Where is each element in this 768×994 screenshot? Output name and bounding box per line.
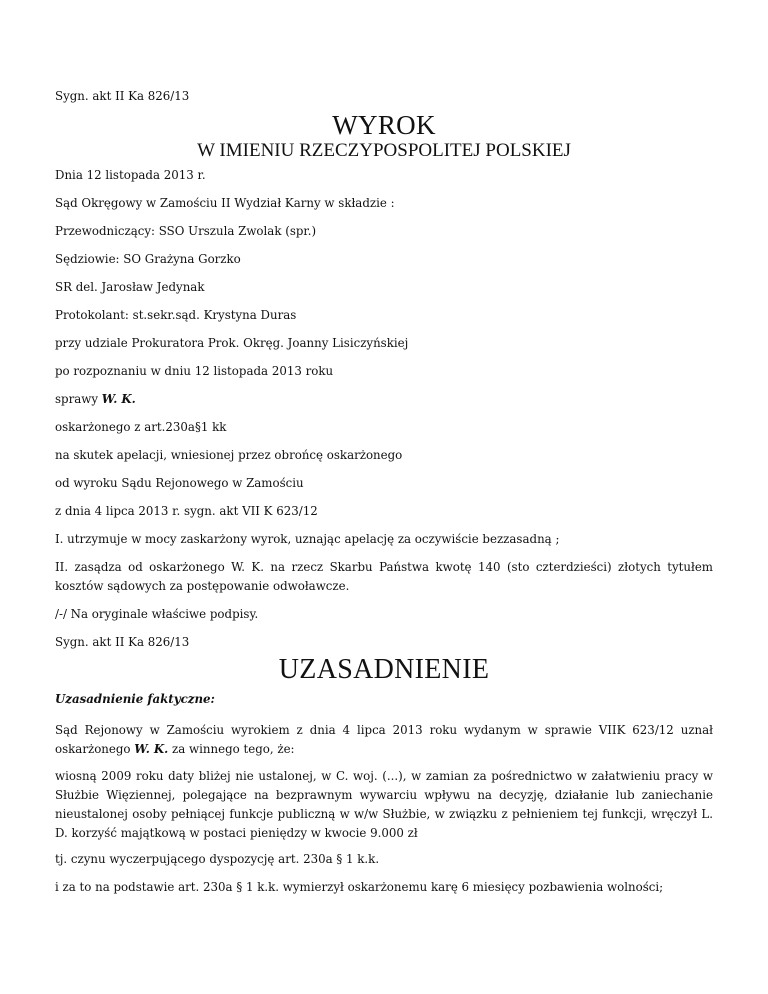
date-line: Dnia 12 listopada 2013 r.: [55, 168, 206, 182]
judge-second: SR del. Jarosław Jedynak: [55, 280, 205, 294]
hearing-line: po rozpoznaniu w dniu 12 listopada 2013 roku: [55, 364, 334, 378]
paragraph-1: [55, 721, 713, 759]
charge-line: oskarżonego z art.230a§1 kk: [55, 420, 227, 434]
judgment-title: WYROK: [332, 110, 436, 140]
ruling-point-1: I. utrzymuje w mocy zaskarżony wyrok, uznając apelację za oczywiście bezzasadną ;: [55, 532, 560, 546]
factual-heading: Uzasadnienie faktyczne:: [55, 692, 215, 706]
paragraph-3: tj. czynu wyczerpującego dyspozycję art. 230a § 1 k.k.: [55, 852, 380, 866]
paragraph-4: i za to na podstawie art. 230a § 1 k.k. wymierzył oskarżonemu karę 6 miesięcy pozbawienia wolności;: [55, 880, 664, 894]
judgment-date-line: z dnia 4 lipca 2013 r. sygn. akt VII K 623/12: [55, 504, 318, 518]
judgment-subtitle: W IMIENIU RZECZYPOSPOLITEJ POLSKIEJ: [197, 140, 571, 161]
case-line: [55, 390, 136, 409]
prosecutor-line: przy udziale Prokuratora Prok. Okręg. Joanny Lisiczyńskiej: [55, 336, 409, 350]
signatures-note: /-/ Na oryginale właściwe podpisy.: [55, 607, 259, 621]
ruling-point-2: II. zasądza od oskarżonego W. K. na rzecz Skarbu Państwa kwotę 140 (sto czterdzieści) złotych tytułem kosztów sądowych za postępowanie odwoławcze.: [55, 560, 713, 593]
paragraph-1-end: za winnego tego, że:: [168, 742, 295, 756]
justification-title: UZASADNIENIE: [278, 654, 490, 685]
clerk-line: Protokolant: st.sekr.sąd. Krystyna Duras: [55, 308, 297, 322]
appeal-line: na skutek apelacji, wniesionej przez obrońcę oskarżonego: [55, 448, 403, 462]
case-reference-bottom: Sygn. akt II Ka 826/13: [55, 635, 190, 649]
judges-line: Sędziowie: SO Grażyna Gorzko: [55, 252, 241, 266]
case-prefix: sprawy: [55, 392, 102, 406]
paragraph-1-name: W. K.: [134, 742, 169, 756]
presiding-judge: Przewodniczący: SSO Urszula Zwolak (spr.): [55, 224, 317, 238]
paragraph-1-start: Sąd Rejonowy w Zamościu wyrokiem z dnia 4 lipca 2013 roku wydanym w sprawie VIIK 623/12 uznał oskarżonego: [55, 723, 713, 756]
paragraph-2: wiosną 2009 roku daty bliżej nie ustalonej, w C. woj. (...), w zamian za pośrednictwo w załatwieniu pracy w Służbie Więziennej, polegające na bezprawnym wywarciu wpływu na decyzję, działanie lub zaniechanie nieustalonej osoby pełniącej funkcje publiczną w w/w Służbie, w związku z pełnieniem tej funkcji, wręczył L. D. korzyść majątkową w postaci pieniędzy w kwocie 9.000 zł: [55, 769, 713, 840]
case-reference: Sygn. akt II Ka 826/13: [55, 89, 190, 103]
defendant-name: W. K.: [101, 392, 136, 406]
from-judgment-line: od wyroku Sądu Rejonowego w Zamościu: [55, 476, 304, 490]
court-line: Sąd Okręgowy w Zamościu II Wydział Karny w składzie :: [55, 196, 395, 210]
